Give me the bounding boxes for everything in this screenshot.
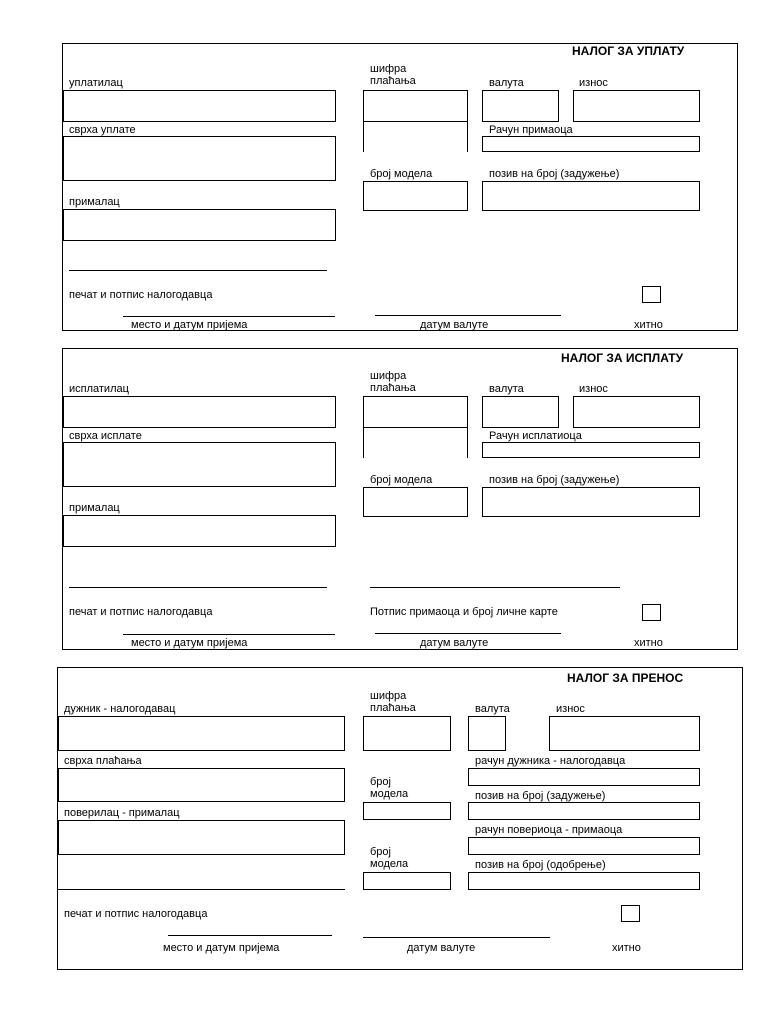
reference-label: позив на број (задужење) xyxy=(489,168,620,180)
purpose-field[interactable] xyxy=(63,136,336,181)
model-field[interactable] xyxy=(363,487,468,517)
payer-field[interactable] xyxy=(63,90,336,122)
amount-label: износ xyxy=(579,77,608,89)
model-label-2: број модела xyxy=(370,846,409,870)
payment-code-field[interactable] xyxy=(363,396,468,428)
payment-code-field[interactable] xyxy=(363,716,451,751)
purpose-label: сврха плаћања xyxy=(64,755,142,767)
debtor-account-label: рачун дужника - налогодавца xyxy=(475,755,626,767)
urgent-label: хитно xyxy=(634,319,663,331)
recipient-signature-line xyxy=(370,587,620,588)
purpose-label: сврха уплате xyxy=(69,124,136,136)
reference-field[interactable] xyxy=(482,181,700,211)
payer-label: исплатилац xyxy=(69,383,129,395)
account-label: Рачун исплатиоца xyxy=(489,430,582,442)
urgent-checkbox[interactable] xyxy=(621,905,640,922)
payer-label: уплатилац xyxy=(69,77,123,89)
currency-field[interactable] xyxy=(468,716,506,751)
value-date-line xyxy=(375,633,561,634)
signature-line xyxy=(69,587,327,588)
place-date-line xyxy=(123,316,335,317)
urgent-label: хитно xyxy=(612,942,641,954)
amount-field[interactable] xyxy=(573,396,700,428)
transfer-order-form xyxy=(57,667,743,970)
model-field-2[interactable] xyxy=(363,872,451,890)
model-field-1[interactable] xyxy=(363,802,451,820)
place-date-line xyxy=(123,634,335,635)
signature-label: печат и потпис налогодавца xyxy=(69,606,213,618)
creditor-field[interactable] xyxy=(58,820,345,855)
reference-credit-label: позив на број (одобрење) xyxy=(475,859,606,871)
purpose-field[interactable] xyxy=(58,768,345,802)
creditor-label: поверилац - прималац xyxy=(64,807,180,819)
model-field[interactable] xyxy=(363,181,468,211)
creditor-extra-line xyxy=(58,889,345,890)
creditor-account-label: рачун повериоца - примаоца xyxy=(475,824,623,836)
payment-code-divider-right xyxy=(467,122,468,152)
payment-code-label: шифра плаћања xyxy=(370,370,416,394)
account-field[interactable] xyxy=(482,136,700,152)
recipient-signature-label: Потпис примаоца и број личне карте xyxy=(370,606,558,618)
urgent-checkbox[interactable] xyxy=(642,604,661,621)
value-date-line xyxy=(375,315,561,316)
model-label: број модела xyxy=(370,168,433,180)
signature-label: печат и потпис налогодавца xyxy=(69,289,213,301)
creditor-account-field[interactable] xyxy=(468,837,700,855)
currency-label: валута xyxy=(489,383,524,395)
urgent-checkbox[interactable] xyxy=(642,286,661,303)
currency-label: валута xyxy=(489,77,524,89)
place-date-label: место и датум пријема xyxy=(131,637,248,649)
debtor-account-field[interactable] xyxy=(468,768,700,786)
value-date-line xyxy=(363,937,550,938)
form-title: НАЛОГ ЗА ИСПЛАТУ xyxy=(561,351,684,365)
place-date-label: место и датум пријема xyxy=(163,942,280,954)
account-field[interactable] xyxy=(482,442,700,458)
payment-order-form xyxy=(62,43,738,331)
payment-code-label: шифра плаћања xyxy=(370,63,416,87)
payment-code-field[interactable] xyxy=(363,90,468,122)
value-date-label: датум валуте xyxy=(407,942,476,954)
place-date-label: место и датум пријема xyxy=(131,319,248,331)
amount-label: износ xyxy=(579,383,608,395)
recipient-field[interactable] xyxy=(63,515,336,547)
reference-field[interactable] xyxy=(482,487,700,517)
purpose-field[interactable] xyxy=(63,442,336,487)
reference-credit-field[interactable] xyxy=(468,872,700,890)
signature-line xyxy=(69,270,327,271)
payment-code-divider-right xyxy=(467,428,468,458)
currency-field[interactable] xyxy=(482,90,559,122)
debtor-label: дужник - налогодавац xyxy=(64,703,176,715)
amount-field[interactable] xyxy=(573,90,700,122)
value-date-label: датум валуте xyxy=(420,637,489,649)
withdrawal-order-form xyxy=(62,348,738,650)
amount-label: износ xyxy=(556,703,585,715)
amount-field[interactable] xyxy=(549,716,700,751)
currency-label: валута xyxy=(475,703,510,715)
payment-code-divider-left xyxy=(363,122,364,152)
form-title: НАЛОГ ЗА ПРЕНОС xyxy=(567,671,684,685)
payer-field[interactable] xyxy=(63,396,336,428)
model-label-1: број модела xyxy=(370,776,409,800)
reference-debit-field[interactable] xyxy=(468,802,700,820)
urgent-label: хитно xyxy=(634,637,663,649)
payment-code-label: шифра плаћања xyxy=(370,690,416,714)
form-title: НАЛОГ ЗА УПЛАТУ xyxy=(572,44,685,58)
reference-label: позив на број (задужење) xyxy=(489,474,620,486)
model-label: број модела xyxy=(370,474,433,486)
account-label: Рачун примаоца xyxy=(489,124,573,136)
purpose-label: сврха исплате xyxy=(69,430,142,442)
value-date-label: датум валуте xyxy=(420,319,489,331)
recipient-label: прималац xyxy=(69,196,120,208)
reference-debit-label: позив на број (задужење) xyxy=(475,790,606,802)
recipient-field[interactable] xyxy=(63,209,336,241)
debtor-field[interactable] xyxy=(58,716,345,751)
recipient-label: прималац xyxy=(69,502,120,514)
place-date-line xyxy=(168,935,332,936)
payment-code-divider-left xyxy=(363,428,364,458)
currency-field[interactable] xyxy=(482,396,559,428)
signature-label: печат и потпис налогодавца xyxy=(64,908,208,920)
